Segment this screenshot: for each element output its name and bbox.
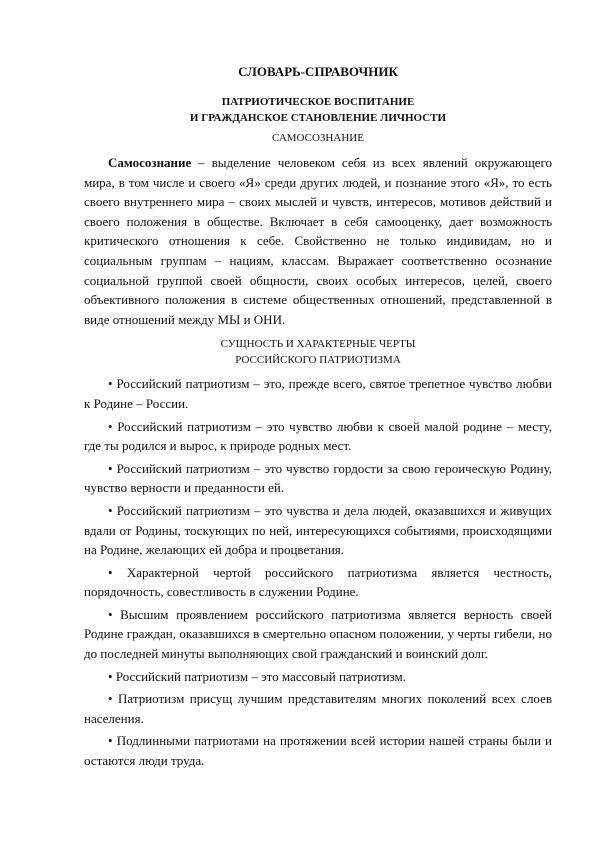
list-item — [84, 689, 552, 728]
list-item — [84, 374, 552, 413]
subtitle-line-1: ПАТРИОТИЧЕСКОЕ ВОСПИТАНИЕ — [221, 96, 415, 108]
bullet-icon: • — [108, 691, 113, 707]
list-item-text: Характерной чертой российского патриотизма является честность, порядочность, совестливость в служении Родине. — [84, 564, 552, 600]
list-item — [84, 731, 552, 770]
list-item — [84, 459, 552, 498]
list-item — [84, 501, 552, 560]
list-item-text: Российский патриотизм – это массовый патриотизм. — [115, 668, 407, 684]
bullet-icon: • — [108, 668, 113, 684]
section2-heading-line-1: СУЩНОСТЬ И ХАРАКТЕРНЫЕ ЧЕРТЫ — [220, 338, 416, 351]
document-content — [84, 64, 552, 774]
term-definition: – выделение человеком себя из всех явлений окружающего мира, в том числе и своего «Я» среди других людей, и познание этого «Я», то есть своего внутреннего мира – своих мыслей и чувств, интересов, мотивов действий и своего положения в обществе. Включает в себя самооценку, дает возможность критического отношения к себе. Свойственно не только индивидам, но и социальным группам – нациям, классам. Выражает соответственно осознание социальной группой своей общности, своих особых интересов, целей, своего объективного положения в системе общественных отношений, представленной в виде отношений между МЫ и ОНИ. — [84, 155, 552, 327]
list-item-text: Патриотизм присущ лучшим представителям многих поколений всех слоев населения. — [84, 691, 552, 726]
term-lead: Самосознание — [108, 155, 192, 170]
list-item-text: Российский патриотизм – это чувство гордости за свою героическую Родину, чувство верности и преданности ей. — [84, 460, 553, 496]
list-item-text: Российский патриотизм – это, прежде всего, святое трепетное чувство любви к Родине – России. — [84, 376, 553, 411]
bullet-icon: • — [108, 502, 113, 518]
bullet-icon: • — [108, 564, 113, 580]
section-heading-self-awareness: САМОСОЗНАНИЕ — [272, 132, 364, 144]
list-item-text: Российский патриотизм – это чувство любви к своей малой родине – месту, где ты родился и вырос, к природе родных мест. — [84, 418, 553, 454]
section2-heading-line-2: РОССИЙСКОГО ПАТРИОТИЗМА — [235, 354, 401, 367]
list-item — [84, 667, 552, 687]
subtitle-line-2: И ГРАЖДАНСКОЕ СТАНОВЛЕНИЕ ЛИЧНОСТИ — [189, 112, 447, 124]
bullet-icon: • — [108, 460, 113, 476]
patriotism-list — [84, 374, 552, 770]
bullet-icon: • — [108, 733, 113, 749]
document-title: СЛОВАРЬ-СПРАВОЧНИК — [238, 64, 398, 79]
list-item — [84, 417, 552, 456]
section-heading-patriotism — [84, 336, 552, 368]
list-item-text: Подлинными патриотами на протяжении всей истории нашей страны были и остаются люди труда. — [84, 733, 553, 769]
list-item — [84, 563, 552, 602]
bullet-icon: • — [108, 376, 113, 392]
document-subtitle — [84, 94, 552, 126]
bullet-icon: • — [108, 418, 113, 434]
list-item-text: Российский патриотизм – это чувства и дела людей, оказавшихся и живущих вдали от Родины, тоскующих по ней, интересующихся событиями, происходящими на Родине, желающих ей добра и процветания. — [84, 502, 552, 558]
list-item-text: Высшим проявлением российского патриотизма является верность своей Родине граждан, оказавшихся в смертельно опасном положении, у черты гибели, но до последней минуты выполняющих свой гражданский и воинский долг. — [84, 606, 552, 662]
bullet-icon: • — [108, 606, 113, 622]
list-item — [84, 605, 552, 664]
self-awareness-paragraph — [84, 153, 552, 329]
